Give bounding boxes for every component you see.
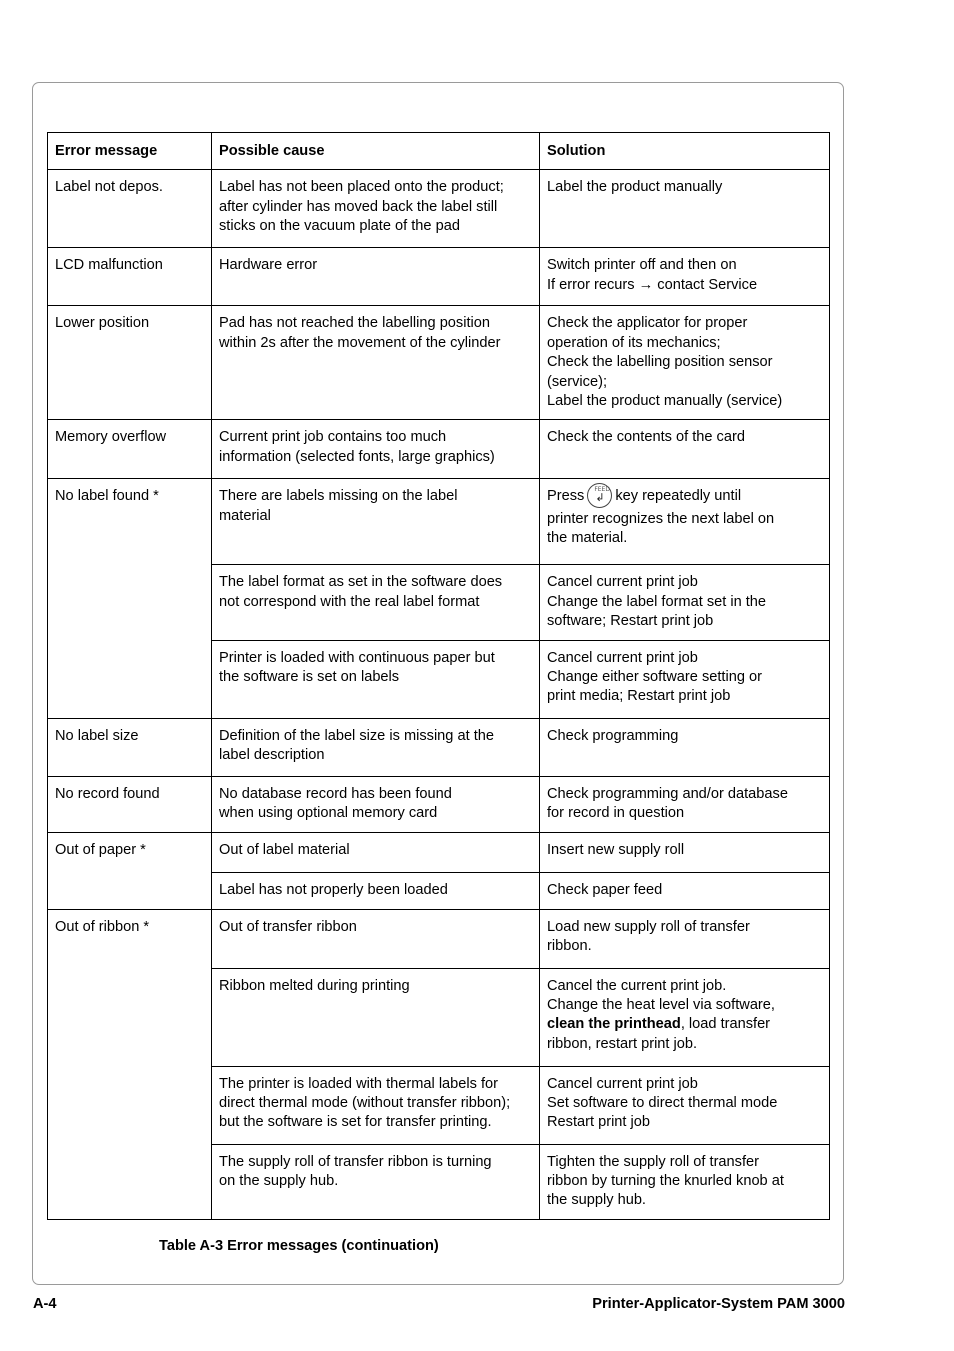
solution-line: Tighten the supply roll of transfer [547, 1153, 759, 1170]
cause-line: No database record has been found [219, 785, 452, 802]
cause-line: information (selected fonts, large graphics) [219, 448, 495, 465]
enter-arrow-icon: ↲ [595, 491, 605, 505]
cause-cell [212, 565, 540, 640]
solution-line: Restart print job [547, 1114, 651, 1131]
error-messages-table [47, 132, 830, 1220]
header-solution: Solution [540, 133, 830, 170]
solution-cell [540, 565, 830, 640]
solution-cell [540, 479, 830, 565]
solution-line: Cancel current print job [547, 1075, 698, 1092]
solution-line: Check the applicator for proper [547, 315, 748, 332]
table-row [48, 776, 830, 832]
cause-cell [212, 832, 540, 872]
error-cell: No label size [48, 718, 212, 776]
solution-line: for record in question [547, 805, 685, 822]
cause-line: Pad has not reached the labelling position [219, 315, 490, 332]
cause-line: within 2s after the movement of the cylinder [219, 334, 501, 351]
solution-cell [540, 248, 830, 306]
error-cell: No record found [48, 776, 212, 832]
cause-cell [212, 170, 540, 248]
solution-cell [540, 718, 830, 776]
cause-cell [212, 718, 540, 776]
solution-cell [540, 640, 830, 718]
solution-line: ribbon, restart print job. [547, 1035, 698, 1052]
cause-cell [212, 909, 540, 968]
solution-line: Check paper feed [547, 881, 663, 898]
solution-text: contact Service [657, 276, 758, 293]
cause-line: on the supply hub. [219, 1173, 339, 1190]
solution-cell [540, 1144, 830, 1219]
cause-line: Definition of the label size is missing at the [219, 727, 494, 744]
solution-cell [540, 968, 830, 1066]
table-row [48, 248, 830, 306]
cause-cell [212, 968, 540, 1066]
cause-cell [212, 420, 540, 479]
cause-line: Ribbon melted during printing [219, 977, 410, 994]
error-cell: LCD malfunction [48, 248, 212, 306]
solution-line: Set software to direct thermal mode [547, 1095, 778, 1112]
solution-line: ribbon by turning the knurled knob at [547, 1173, 784, 1190]
solution-text: , load transfer [680, 1016, 771, 1033]
solution-cell [540, 1066, 830, 1144]
error-cell: Lower position [48, 306, 212, 420]
page-number: A-4 [33, 1296, 57, 1312]
cause-line: The printer is loaded with thermal labels for [219, 1075, 499, 1092]
table-row [48, 306, 830, 420]
solution-text: Press [547, 488, 585, 505]
error-cell: Memory overflow [48, 420, 212, 479]
solution-line: software; Restart print job [547, 613, 714, 630]
cause-cell [212, 1144, 540, 1219]
solution-line: print media; Restart print job [547, 688, 731, 705]
solution-line: the supply hub. [547, 1192, 646, 1209]
cause-line: The label format as set in the software does [219, 574, 503, 591]
table-header-row [48, 133, 830, 170]
arrow-right-icon: → [638, 276, 654, 293]
cause-line: not correspond with the real label format [219, 593, 480, 610]
cause-line: material [219, 507, 271, 524]
cause-line: label description [219, 747, 325, 764]
solution-line: Check programming and/or database [547, 785, 788, 802]
solution-emphasis: clean the printhead [547, 1016, 681, 1033]
solution-cell [540, 909, 830, 968]
table-row [48, 909, 830, 968]
cause-cell [212, 306, 540, 420]
solution-cell [540, 832, 830, 872]
solution-cell [540, 306, 830, 420]
cause-line: Out of transfer ribbon [219, 918, 357, 935]
table-caption: Table A-3 Error messages (continuation) [159, 1238, 439, 1254]
cause-cell [212, 1066, 540, 1144]
feed-key-icon [587, 483, 612, 508]
solution-cell [540, 420, 830, 479]
solution-line: Label the product manually (service) [547, 393, 783, 410]
cause-line: but the software is set for transfer printing. [219, 1114, 492, 1131]
solution-line [547, 487, 822, 506]
solution-line: Cancel the current print job. [547, 977, 727, 994]
solution-cell [540, 776, 830, 832]
table-row [48, 479, 830, 565]
solution-line: (service); [547, 373, 607, 390]
error-cell: Label not depos. [48, 170, 212, 248]
cause-cell [212, 640, 540, 718]
cause-line: Out of label material [219, 841, 350, 858]
cause-cell [212, 479, 540, 565]
solution-line: Change either software setting or [547, 669, 762, 686]
cause-line: Label has not properly been loaded [219, 881, 448, 898]
cause-line: direct thermal mode (without transfer ribbon); [219, 1095, 511, 1112]
solution-line: Cancel current print job [547, 649, 698, 666]
solution-line: the material. [547, 530, 628, 547]
cause-cell [212, 248, 540, 306]
cause-line: when using optional memory card [219, 805, 438, 822]
header-possible-cause: Possible cause [212, 133, 540, 170]
solution-cell [540, 872, 830, 909]
solution-line: Check the labelling position sensor [547, 354, 773, 371]
table-row [48, 718, 830, 776]
solution-line: Switch printer off and then on [547, 257, 737, 274]
solution-line: Cancel current print job [547, 574, 698, 591]
error-cell: No label found * [48, 479, 212, 718]
solution-text: key repeatedly until [615, 488, 742, 505]
solution-line: Change the label format set in the [547, 593, 767, 610]
solution-line: Label the product manually [547, 179, 723, 196]
table-row [48, 170, 830, 248]
cause-line: Hardware error [219, 257, 318, 274]
table-row [48, 420, 830, 479]
solution-line: ribbon. [547, 938, 592, 955]
feed-key-label: FEED [594, 486, 610, 494]
solution-cell [540, 170, 830, 248]
solution-line: operation of its mechanics; [547, 334, 721, 351]
solution-line [547, 1015, 822, 1034]
cause-line: the software is set on labels [219, 669, 400, 686]
cause-line: The supply roll of transfer ribbon is turning [219, 1153, 492, 1170]
document-title: Printer-Applicator-System PAM 3000 [592, 1296, 845, 1312]
cause-cell [212, 872, 540, 909]
solution-line: Check the contents of the card [547, 429, 745, 446]
cause-line: Label has not been placed onto the product; [219, 179, 504, 196]
solution-line: Load new supply roll of transfer [547, 918, 750, 935]
solution-line [547, 276, 822, 295]
solution-line: Insert new supply roll [547, 841, 685, 858]
error-cell: Out of paper * [48, 832, 212, 909]
solution-line: printer recognizes the next label on [547, 510, 775, 527]
solution-text: If error recurs [547, 276, 635, 293]
cause-line: sticks on the vacuum plate of the pad [219, 218, 460, 235]
cause-cell [212, 776, 540, 832]
solution-line: Change the heat level via software, [547, 997, 775, 1014]
solution-line: Check programming [547, 727, 679, 744]
table-row [48, 832, 830, 872]
cause-line: after cylinder has moved back the label still [219, 198, 498, 215]
cause-line: There are labels missing on the label [219, 488, 458, 505]
cause-line: Current print job contains too much [219, 429, 447, 446]
error-cell: Out of ribbon * [48, 909, 212, 1219]
header-error-message: Error message [48, 133, 212, 170]
cause-line: Printer is loaded with continuous paper but [219, 649, 495, 666]
